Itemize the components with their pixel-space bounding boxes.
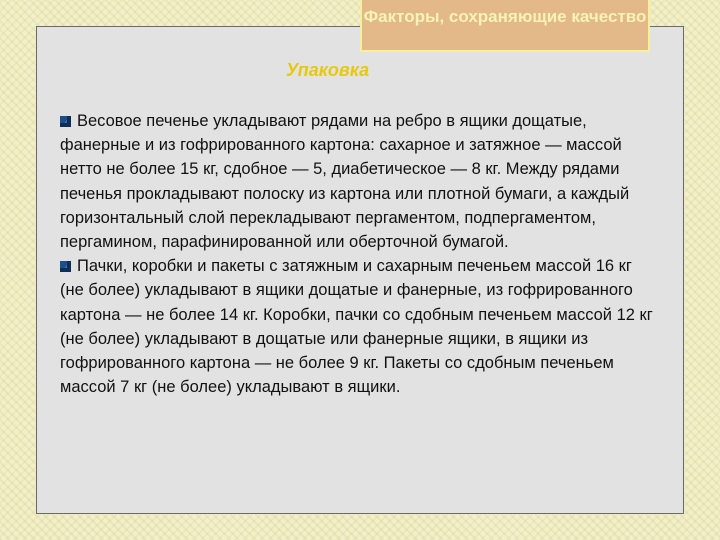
- header-title-box: [360, 0, 650, 52]
- section-title: Упаковка: [286, 60, 370, 80]
- square-bullet-icon: [60, 261, 71, 272]
- paragraph: [60, 254, 658, 399]
- body-text: [60, 109, 658, 399]
- paragraph-text: Весовое печенье укладывают рядами на ребро в ящики дощатые, фанерные и из гофрированного картона: сахарное и затяжное — массой нетто не более 15 кг, сдобное — 5, диабетическое — 8 кг. Между рядами печенья прокладывают полоску из картона или плотной бумаги, а каждый горизонтальный слой перекладывают пергаментом, подпергаментом, пергамином, парафинированной или оберточной бумагой.: [60, 112, 630, 252]
- square-bullet-icon: [60, 116, 71, 127]
- paragraph: [60, 109, 658, 254]
- header-title: Факторы, сохраняющие качество: [363, 7, 647, 26]
- paragraph-text: Пачки, коробки и пакеты с затяжным и сахарным печеньем массой 16 кг (не более) укладывают в ящики дощатые и фанерные, из гофрированного картона — не более 14 кг. Коробки, пачки со сдобным печеньем массой 12 кг (не более) укладывают в дощатые или фанерные ящики, в ящики из гофрированного картона — не более 9 кг. Пакеты со сдобным печеньем массой 7 кг (не более) укладывают в ящики.: [60, 257, 653, 397]
